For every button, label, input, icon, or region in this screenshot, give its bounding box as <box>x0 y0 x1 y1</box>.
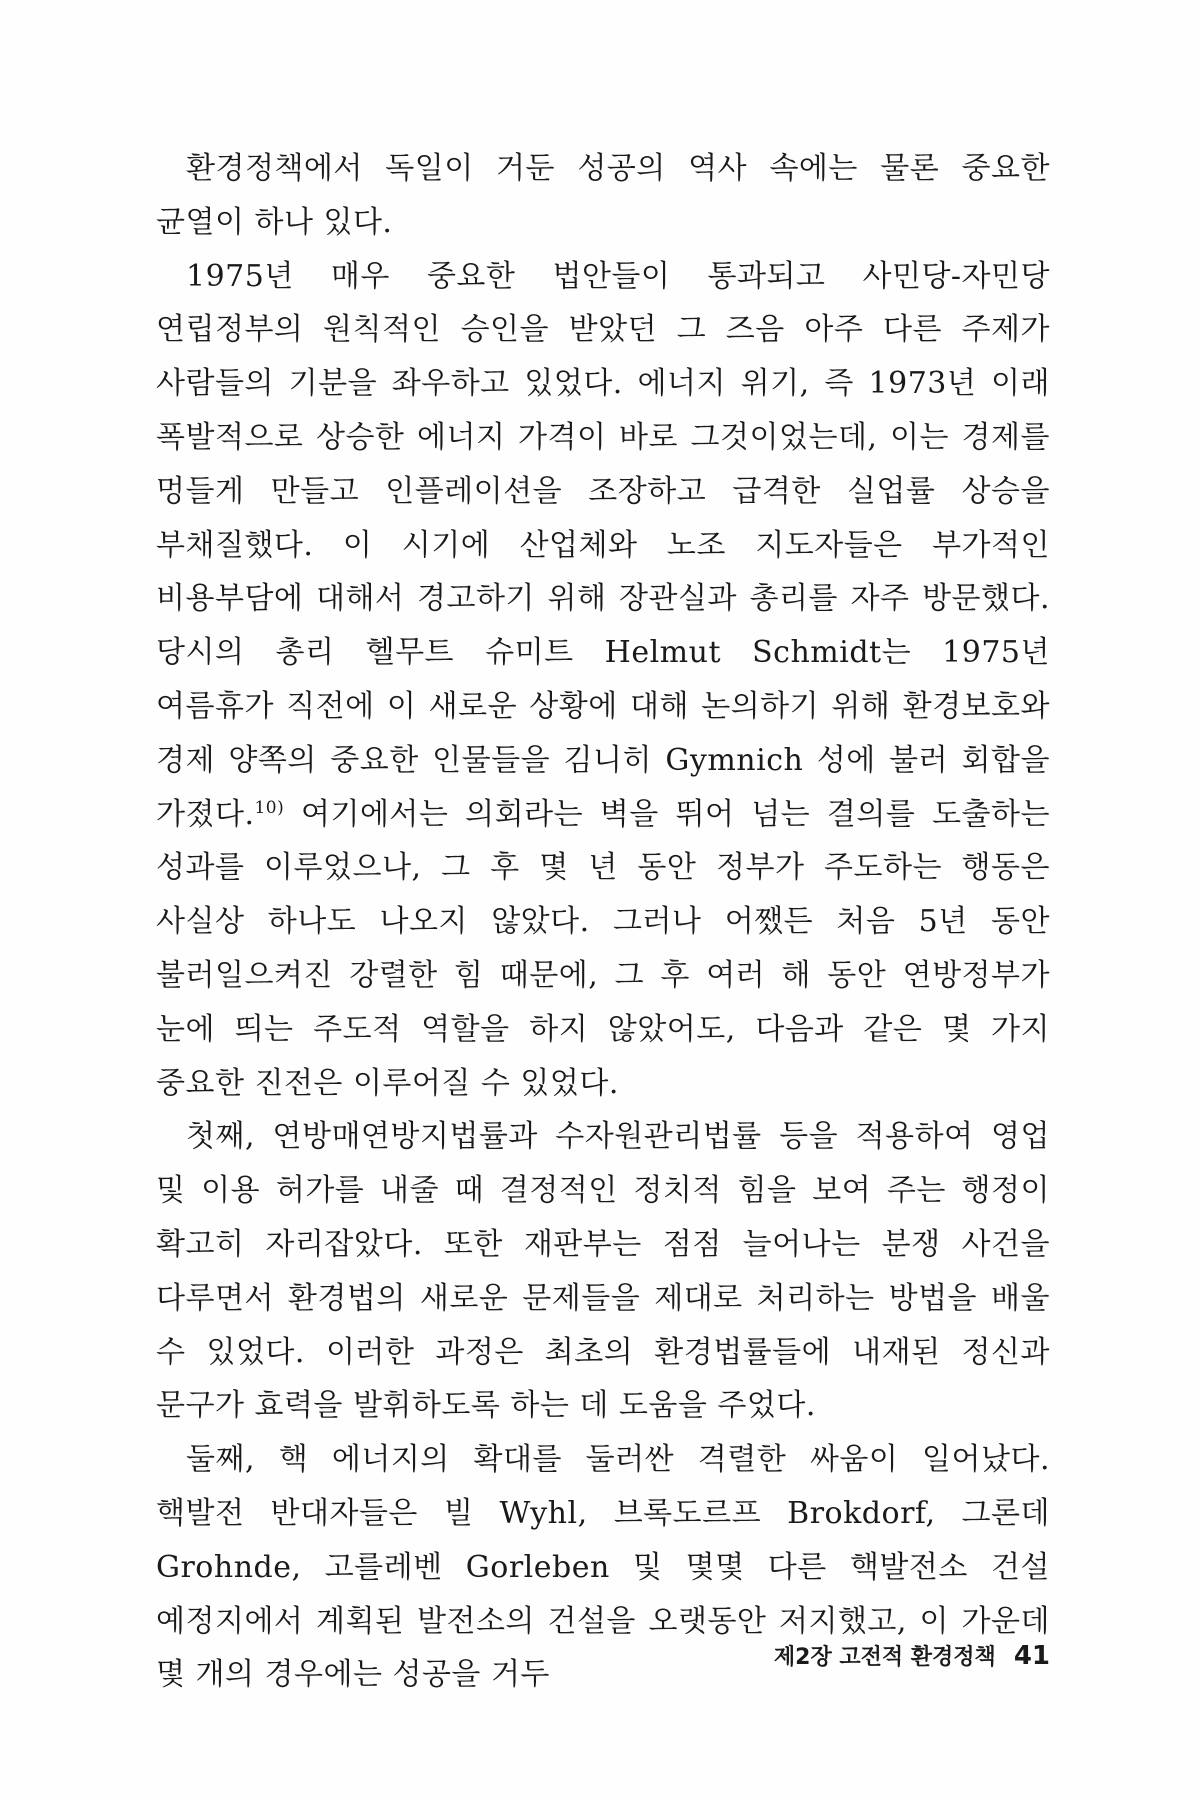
paragraph-2-text: 1975년 매우 중요한 법안들이 통과되고 사민당-자민당 연립정부의 원칙적인 승인을 받았던 그 즈음 아주 다른 주제가 사람들의 기분을 좌우하고 있었다. 에너지 위기, 즉 1973년 이래 폭발적으로 상승한 에너지 가격이 바로 그것이었는데, 이는 경제를 멍들게 만들고 인플레이션을 조장하고 급격한 실업률 상승을 부채질했다. 이 시기에 산업체와 노조 지도자들은 부가적인 비용부담에 대해서 경고하기 위해 장관실과 총리를 자주 방문했다. 당시의 총리 헬무트 슈미트 Helmut Schmidt는 1975년 여름휴가 직전에 이 새로운 상황에 대해 논의하기 위해 환경보호와 경제 양쪽의 중요한 인물들을 김니히 Gymnich 성에 불러 회합을 가졌다. <box>156 258 1050 832</box>
body-text <box>156 142 1050 1702</box>
paragraph-2 <box>156 250 1050 1111</box>
paragraph-2-text-continued: 여기에서는 의회라는 벽을 뛰어 넘는 결의를 도출하는 성과를 이루었으나, 그 후 몇 년 동안 정부가 주도하는 행동은 사실상 하나도 나오지 않았다. 그러나 어쨌든 처음 5년 동안 불러일으켜진 강렬한 힘 때문에, 그 후 여러 해 동안 연방정부가 눈에 띄는 주도적 역할을 하지 않았어도, 다음과 같은 몇 가지 중요한 진전은 이루어질 수 있었다. <box>156 796 1050 1101</box>
running-chapter-title: 제2장 고전적 환경정책 <box>773 1645 996 1670</box>
paragraph-1: 환경정책에서 독일이 거둔 성공의 역사 속에는 물론 중요한 균열이 하나 있다. <box>156 151 1050 240</box>
paragraph-4: 둘째, 핵 에너지의 확대를 둘러싼 격렬한 싸움이 일어났다. 핵발전 반대자들은 빌 Wyhl, 브록도르프 Brokdorf, 그론데 Grohnde, 고를레벤 Gorleben 및 몇몇 다른 핵발전소 건설 예정지에서 계획된 발전소의 건설을 오랫동안 저지했고, 이 가운데 몇 개의 경우에는 성공을 거두 <box>156 1442 1050 1693</box>
paragraph-3: 첫째, 연방매연방지법률과 수자원관리법률 등을 적용하여 영업 및 이용 허가를 내줄 때 결정적인 정치적 힘을 보여 주는 행정이 확고히 자리잡았다. 또한 재판부는 점점 늘어나는 분쟁 사건을 다루면서 환경법의 새로운 문제들을 제대로 처리하는 방법을 배울 수 있었다. 이러한 과정은 최초의 환경법률들에 내재된 정신과 문구가 효력을 발휘하도록 하는 데 도움을 주었다. <box>156 1119 1050 1424</box>
page-footer <box>774 1640 1050 1671</box>
page-number: 41 <box>1013 1641 1050 1671</box>
footnote-marker: 10) <box>254 797 285 818</box>
